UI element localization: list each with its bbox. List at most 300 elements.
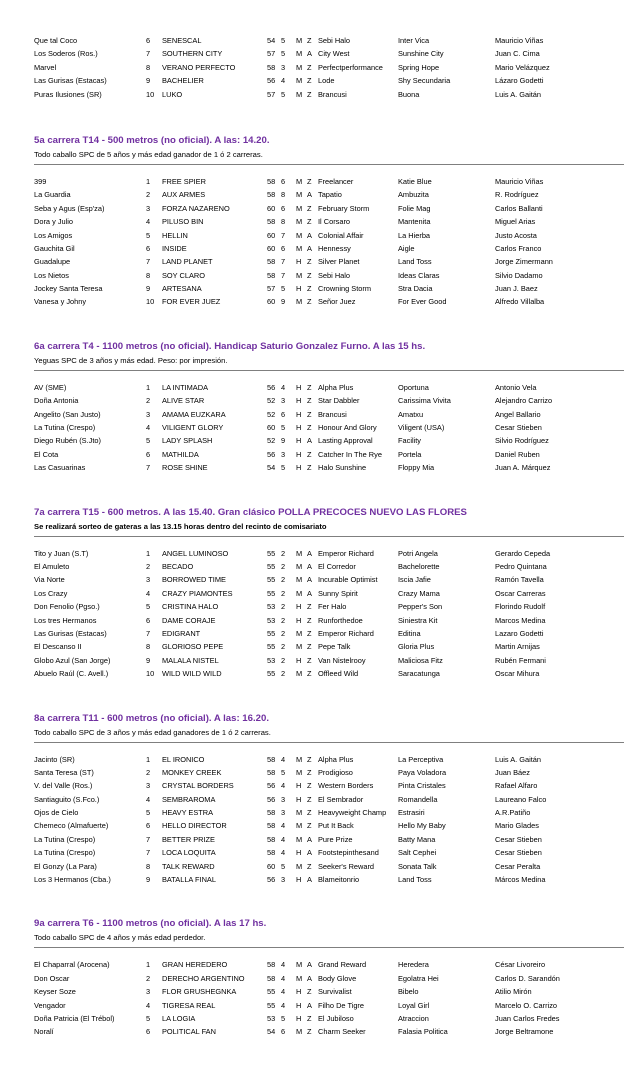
entry-coat: A (307, 561, 312, 571)
entry-row (34, 547, 624, 560)
entry-age: 2 (281, 655, 286, 665)
entry-age: 5 (281, 36, 286, 45)
entry-age: 3 (281, 794, 286, 804)
divider (34, 947, 624, 948)
entry-weight: 52 (267, 409, 276, 419)
entry-row (34, 573, 624, 586)
entry-coat: Z (307, 62, 312, 72)
entry-sex: H (296, 615, 302, 625)
entry-row (34, 640, 624, 653)
race-title: 5a carrera T14 - 500 metros (no oficial). A las: 14.20. (34, 134, 270, 146)
entry-coat: A (307, 834, 312, 844)
entry-jockey: Rubén Fermani (495, 655, 546, 665)
entry-sex: M (296, 176, 303, 186)
entry-jockey: Lázaro Godetti (495, 76, 544, 86)
entry-age: 2 (281, 561, 286, 571)
entry-sex: H (296, 794, 302, 804)
entry-number: 6 (146, 36, 151, 45)
race-title: 9a carrera T6 - 1100 metros (no oficial). A las 17 hs. (34, 918, 267, 930)
entry-owner: El Amuleto (34, 561, 70, 571)
entry-row (34, 999, 624, 1012)
entry-dam: Land Toss (398, 257, 432, 267)
entry-weight: 57 (267, 284, 276, 294)
entry-jockey: Mario Velázquez (495, 62, 550, 72)
entry-row (34, 448, 624, 461)
entry-weight: 58 (267, 62, 276, 72)
entry-jockey: Alfredo Villalba (495, 297, 545, 307)
entry-coat: A (307, 190, 312, 200)
entry-dam: La Perceptiva (398, 754, 444, 764)
entry-number: 2 (146, 396, 151, 406)
entry-sex: M (296, 62, 303, 72)
entry-coat: Z (307, 76, 312, 86)
entry-number: 5 (146, 436, 151, 446)
entry-owner: Los Nietos (34, 270, 69, 280)
entry-sire: Prodigioso (318, 767, 353, 777)
entry-dam: Floppy Mia (398, 463, 435, 473)
entry-age: 6 (281, 176, 286, 186)
entry-age: 3 (281, 808, 286, 818)
entry-age: 5 (281, 49, 286, 59)
entry-sex: H (296, 602, 302, 612)
entry-age: 2 (281, 615, 286, 625)
entry-jockey: Luis A. Gaitán (495, 89, 542, 99)
entry-sire: Incurable Optimist (318, 575, 378, 585)
entry-weight: 56 (267, 794, 276, 804)
entry-weight: 55 (267, 642, 276, 652)
entry-owner: Angelito (San Justo) (34, 409, 101, 419)
entry-sex: M (296, 243, 303, 253)
entry-age: 4 (281, 960, 286, 970)
entry-coat: Z (307, 615, 312, 625)
entry-weight: 56 (267, 76, 276, 86)
entry-owner: Los Amigos (34, 230, 73, 240)
entry-owner: Ojos de Cielo (34, 808, 79, 818)
entry-number: 10 (146, 89, 155, 99)
entry-sire: Survivalist (318, 987, 352, 997)
entry-weight: 54 (267, 463, 276, 473)
entry-dam: Siniestra Kit (398, 615, 438, 625)
entry-dam: Stra Dacia (398, 284, 433, 294)
entry-dam: Editina (398, 628, 421, 638)
entry-coat: Z (307, 655, 312, 665)
entry-sex: H (296, 655, 302, 665)
entry-horse: DERECHO ARGENTINO (162, 973, 245, 983)
entry-row (34, 1012, 624, 1025)
entry-horse: ROSE SHINE (162, 463, 208, 473)
entry-dam: Atraccion (398, 1013, 429, 1023)
entry-coat: A (307, 848, 312, 858)
entry-number: 7 (146, 257, 151, 267)
entry-jockey: Miguel Arias (495, 217, 536, 227)
entry-row (34, 47, 624, 60)
entry-dam: Sunshine City (398, 49, 444, 59)
entry-jockey: Juan J. Baez (495, 284, 538, 294)
entry-owner: Santiaguito (S.Fco.) (34, 794, 100, 804)
entry-sex: H (296, 463, 302, 473)
entry-row (34, 461, 624, 474)
entry-sire: Grand Reward (318, 960, 367, 970)
entry-age: 7 (281, 230, 286, 240)
entry-owner: Seba y Agus (Esp'za) (34, 203, 105, 213)
entry-owner: Doña Patricia (El Trébol) (34, 1013, 115, 1023)
entry-jockey: Pedro Quintana (495, 561, 547, 571)
entry-horse: CRISTINA HALO (162, 602, 219, 612)
entry-horse: SOY CLARO (162, 270, 205, 280)
entry-number: 9 (146, 76, 151, 86)
entry-dam: Crazy Mama (398, 588, 440, 598)
entry-row (34, 202, 624, 215)
entry-coat: A (307, 548, 312, 558)
entry-number: 1 (146, 960, 151, 970)
entry-owner: La Tutina (Crespo) (34, 423, 96, 433)
entry-coat: A (307, 1000, 312, 1010)
entry-horse: BATALLA FINAL (162, 875, 216, 885)
entry-row (34, 215, 624, 228)
entry-sire: Western Borders (318, 781, 374, 791)
entry-horse: TALK REWARD (162, 861, 215, 871)
entry-weight: 56 (267, 382, 276, 392)
entry-dam: Spring Hope (398, 62, 440, 72)
entry-coat: A (307, 243, 312, 253)
entry-horse: WILD WILD WILD (162, 669, 222, 679)
entry-age: 6 (281, 1027, 286, 1037)
entry-horse: GLORIOSO PEPE (162, 642, 224, 652)
entry-sire: Seeker's Reward (318, 861, 375, 871)
entry-coat: Z (307, 754, 312, 764)
entry-number: 3 (146, 781, 151, 791)
entry-horse: LADY SPLASH (162, 436, 213, 446)
race-block (34, 135, 624, 309)
entry-sire: Perfectperformance (318, 62, 383, 72)
entry-jockey: Cesar Stieben (495, 834, 542, 844)
entry-row (34, 600, 624, 613)
entry-row (34, 753, 624, 766)
entry-sex: H (296, 848, 302, 858)
entry-sire: Crowning Storm (318, 284, 371, 294)
entry-sex: H (296, 409, 302, 419)
divider (34, 742, 624, 743)
entry-sex: M (296, 230, 303, 240)
entry-coat: Z (307, 463, 312, 473)
entry-coat: Z (307, 628, 312, 638)
entry-row (34, 255, 624, 268)
entry-jockey: Oscar Mihura (495, 669, 540, 679)
entry-row (34, 421, 624, 434)
entry-horse: FREE SPIER (162, 176, 206, 186)
entry-coat: Z (307, 808, 312, 818)
entry-sire: Brancusi (318, 89, 347, 99)
entry-sire: Fer Halo (318, 602, 347, 612)
entry-sex: M (296, 89, 303, 99)
entry-number: 10 (146, 669, 155, 679)
entry-sex: M (296, 1027, 303, 1037)
race-conditions: Se realizará sorteo de gateras a las 13.15 horas dentro del recinto de comisariato (34, 521, 327, 531)
entry-owner: Santa Teresa (ST) (34, 767, 94, 777)
entry-sex: M (296, 190, 303, 200)
entry-owner: Marvel (34, 62, 57, 72)
entry-horse: INSIDE (162, 243, 187, 253)
entry-jockey: Lazaro Godetti (495, 628, 544, 638)
entry-age: 2 (281, 669, 286, 679)
entry-coat: Z (307, 602, 312, 612)
entry-coat: Z (307, 396, 312, 406)
entry-horse: BECADO (162, 561, 194, 571)
entry-horse: MALALA NISTEL (162, 655, 219, 665)
entry-owner: Vengador (34, 1000, 66, 1010)
entry-owner: Vanesa y Johny (34, 297, 87, 307)
entry-weight: 56 (267, 781, 276, 791)
entry-weight: 58 (267, 257, 276, 267)
entry-age: 6 (281, 203, 286, 213)
entry-sex: M (296, 973, 303, 983)
entry-jockey: Daniel Ruben (495, 449, 540, 459)
entry-weight: 58 (267, 960, 276, 970)
entry-horse: MATHILDA (162, 449, 199, 459)
entry-dam: Inter Vica (398, 36, 430, 45)
entry-sire: Honour And Glory (318, 423, 377, 433)
entry-row (34, 806, 624, 819)
entry-row (34, 61, 624, 74)
entry-sire: Blameitonrio (318, 875, 360, 885)
entry-dam: La Hierba (398, 230, 431, 240)
entry-dam: Gloria Plus (398, 642, 435, 652)
entry-sire: Alpha Plus (318, 754, 354, 764)
entry-horse: FOR EVER JUEZ (162, 297, 221, 307)
entry-sex: M (296, 754, 303, 764)
entry-owner: Que tal Coco (34, 36, 78, 45)
entry-horse: AMAMA EUZKARA (162, 409, 226, 419)
entry-dam: Folie Mag (398, 203, 431, 213)
entry-horse: AUX ARMES (162, 190, 206, 200)
entry-weight: 58 (267, 190, 276, 200)
entry-owner: Jacinto (SR) (34, 754, 75, 764)
entry-row (34, 766, 624, 779)
entry-age: 9 (281, 297, 286, 307)
entry-weight: 58 (267, 848, 276, 858)
entry-sire: City West (318, 49, 350, 59)
entry-owner: Dora y Julio (34, 217, 74, 227)
entry-sex: H (296, 449, 302, 459)
entry-age: 2 (281, 628, 286, 638)
entry-row (34, 819, 624, 832)
race-conditions: Todo caballo SPC de 5 años y más edad ganador de 1 ó 2 carreras. (34, 149, 263, 159)
entry-age: 4 (281, 987, 286, 997)
entry-row (34, 833, 624, 846)
entry-jockey: Florindo Rudolf (495, 602, 546, 612)
entry-dam: Egolatra Hei (398, 973, 439, 983)
entry-weight: 58 (267, 973, 276, 983)
entry-dam: Saracatunga (398, 669, 440, 679)
entry-horse: GRAN HEREDERO (162, 960, 228, 970)
entry-jockey: Juan Báez (495, 767, 530, 777)
entry-horse: CRYSTAL BORDERS (162, 781, 234, 791)
entry-dam: Amatxu (398, 409, 424, 419)
entry-number: 1 (146, 176, 151, 186)
entry-dam: Ambuzita (398, 190, 429, 200)
entry-owner: 399 (34, 176, 47, 186)
entry-dam: Portela (398, 449, 422, 459)
entry-dam: Facility (398, 436, 421, 446)
entry-row (34, 873, 624, 886)
entry-coat: Z (307, 1013, 312, 1023)
entry-coat: Z (307, 423, 312, 433)
entry-age: 4 (281, 781, 286, 791)
entry-owner: Gauchita Gil (34, 243, 75, 253)
entry-horse: MONKEY CREEK (162, 767, 222, 777)
entry-sire: Footstepinthesand (318, 848, 379, 858)
entry-owner: Doña Antonia (34, 396, 79, 406)
entry-weight: 60 (267, 203, 276, 213)
entry-row (34, 242, 624, 255)
entry-number: 6 (146, 243, 151, 253)
entry-horse: DAME CORAJE (162, 615, 216, 625)
entry-weight: 57 (267, 49, 276, 59)
entry-sire: Tapatio (318, 190, 342, 200)
entry-number: 5 (146, 230, 151, 240)
entry-weight: 58 (267, 176, 276, 186)
entry-sire: Señor Juez (318, 297, 356, 307)
entry-sire: Heavyweight Champ (318, 808, 387, 818)
entry-dam: Estrasiri (398, 808, 425, 818)
entry-horse: HEAVY ESTRA (162, 808, 214, 818)
entry-sex: H (296, 284, 302, 294)
entry-age: 4 (281, 848, 286, 858)
entry-weight: 57 (267, 89, 276, 99)
entry-number: 5 (146, 602, 151, 612)
entry-jockey: Oscar Carreras (495, 588, 546, 598)
entry-row (34, 269, 624, 282)
entry-sex: M (296, 767, 303, 777)
entry-sire: February Storm (318, 203, 370, 213)
entry-dam: Maliciosa Fitz (398, 655, 443, 665)
entry-weight: 54 (267, 36, 276, 45)
entry-age: 5 (281, 767, 286, 777)
entry-age: 2 (281, 642, 286, 652)
divider (34, 536, 624, 537)
entry-weight: 55 (267, 588, 276, 598)
entry-sex: M (296, 834, 303, 844)
entry-horse: HELLIN (162, 230, 188, 240)
entry-row (34, 381, 624, 394)
entry-dam: Pepper's Son (398, 602, 443, 612)
entry-number: 6 (146, 615, 151, 625)
entry-sire: Body Glove (318, 973, 357, 983)
entry-age: 8 (281, 217, 286, 227)
entry-coat: Z (307, 409, 312, 419)
entry-owner: El Descanso II (34, 642, 82, 652)
entry-age: 5 (281, 89, 286, 99)
entry-coat: Z (307, 36, 312, 45)
entry-owner: Los Crazy (34, 588, 68, 598)
entry-coat: Z (307, 1027, 312, 1037)
entry-dam: Salt Cephei (398, 848, 437, 858)
entry-dam: Loyal Girl (398, 1000, 430, 1010)
entry-jockey: Cesar Stieben (495, 423, 542, 433)
entry-horse: SOUTHERN CITY (162, 49, 223, 59)
entry-owner: La Tutina (Crespo) (34, 848, 96, 858)
entry-dam: For Ever Good (398, 297, 447, 307)
entry-number: 3 (146, 203, 151, 213)
entry-sire: Star Dabbler (318, 396, 360, 406)
entry-sex: M (296, 642, 303, 652)
entry-dam: Katie Blue (398, 176, 432, 186)
entry-jockey: Rafael Alfaro (495, 781, 538, 791)
entry-horse: CRAZY PIAMONTES (162, 588, 233, 598)
entry-horse: LAND PLANET (162, 257, 213, 267)
entry-owner: Via Norte (34, 575, 65, 585)
entry-row (34, 229, 624, 242)
entry-jockey: Carlos Ballanti (495, 203, 543, 213)
entry-sex: H (296, 781, 302, 791)
entry-coat: Z (307, 669, 312, 679)
entry-weight: 58 (267, 808, 276, 818)
entry-owner: Las Gurisas (Estacas) (34, 628, 107, 638)
entry-number: 7 (146, 49, 151, 59)
entry-row (34, 958, 624, 971)
entry-weight: 60 (267, 861, 276, 871)
entry-coat: A (307, 49, 312, 59)
entry-sex: H (296, 382, 302, 392)
entry-coat: Z (307, 987, 312, 997)
entry-age: 2 (281, 602, 286, 612)
entry-weight: 60 (267, 230, 276, 240)
entry-owner: Tito y Juan (S.T) (34, 548, 89, 558)
race-block (34, 507, 624, 681)
entry-age: 5 (281, 463, 286, 473)
entry-age: 3 (281, 875, 286, 885)
entry-jockey: Laureano Falco (495, 794, 547, 804)
entry-number: 3 (146, 987, 151, 997)
entry-coat: Z (307, 297, 312, 307)
racing-program-page (34, 34, 624, 1071)
entry-jockey: César Livoreiro (495, 960, 546, 970)
entry-horse: TIGRESA REAL (162, 1000, 216, 1010)
entry-row (34, 614, 624, 627)
entry-number: 3 (146, 409, 151, 419)
entry-jockey: Márcos Medina (495, 875, 546, 885)
entry-weight: 58 (267, 834, 276, 844)
entry-owner: El Gonzy (La Para) (34, 861, 97, 871)
race-title: 8a carrera T11 - 600 metros (no oficial). A las: 16.20. (34, 712, 269, 724)
entry-jockey: Luis A. Gaitán (495, 754, 542, 764)
entry-coat: Z (307, 861, 312, 871)
entry-row (34, 188, 624, 201)
entry-sex: M (296, 960, 303, 970)
entry-owner: Los Soderos (Ros.) (34, 49, 98, 59)
entry-sex: M (296, 821, 303, 831)
entry-dam: Oportuna (398, 382, 429, 392)
entry-weight: 56 (267, 449, 276, 459)
entry-row (34, 74, 624, 87)
entry-age: 3 (281, 449, 286, 459)
entry-weight: 58 (267, 767, 276, 777)
race-title: 7a carrera T15 - 600 metros. A las 15.40. Gran clásico POLLA PRECOCES NUEVO LAS FLORES (34, 506, 467, 518)
entry-weight: 55 (267, 548, 276, 558)
entry-sex: M (296, 628, 303, 638)
entry-owner: Abuelo Raúl (C. Avell.) (34, 669, 109, 679)
entry-coat: A (307, 588, 312, 598)
entry-sire: Offleed Wild (318, 669, 359, 679)
entry-sire: Sebi Halo (318, 36, 351, 45)
entry-coat: Z (307, 257, 312, 267)
entry-row (34, 34, 624, 47)
entry-weight: 53 (267, 602, 276, 612)
entry-age: 4 (281, 382, 286, 392)
entry-number: 6 (146, 821, 151, 831)
race-title: 6a carrera T4 - 1100 metros (no oficial). Handicap Saturio Gonzalez Furno. A las 15 hs. (34, 340, 426, 352)
entry-dam: Land Toss (398, 875, 432, 885)
